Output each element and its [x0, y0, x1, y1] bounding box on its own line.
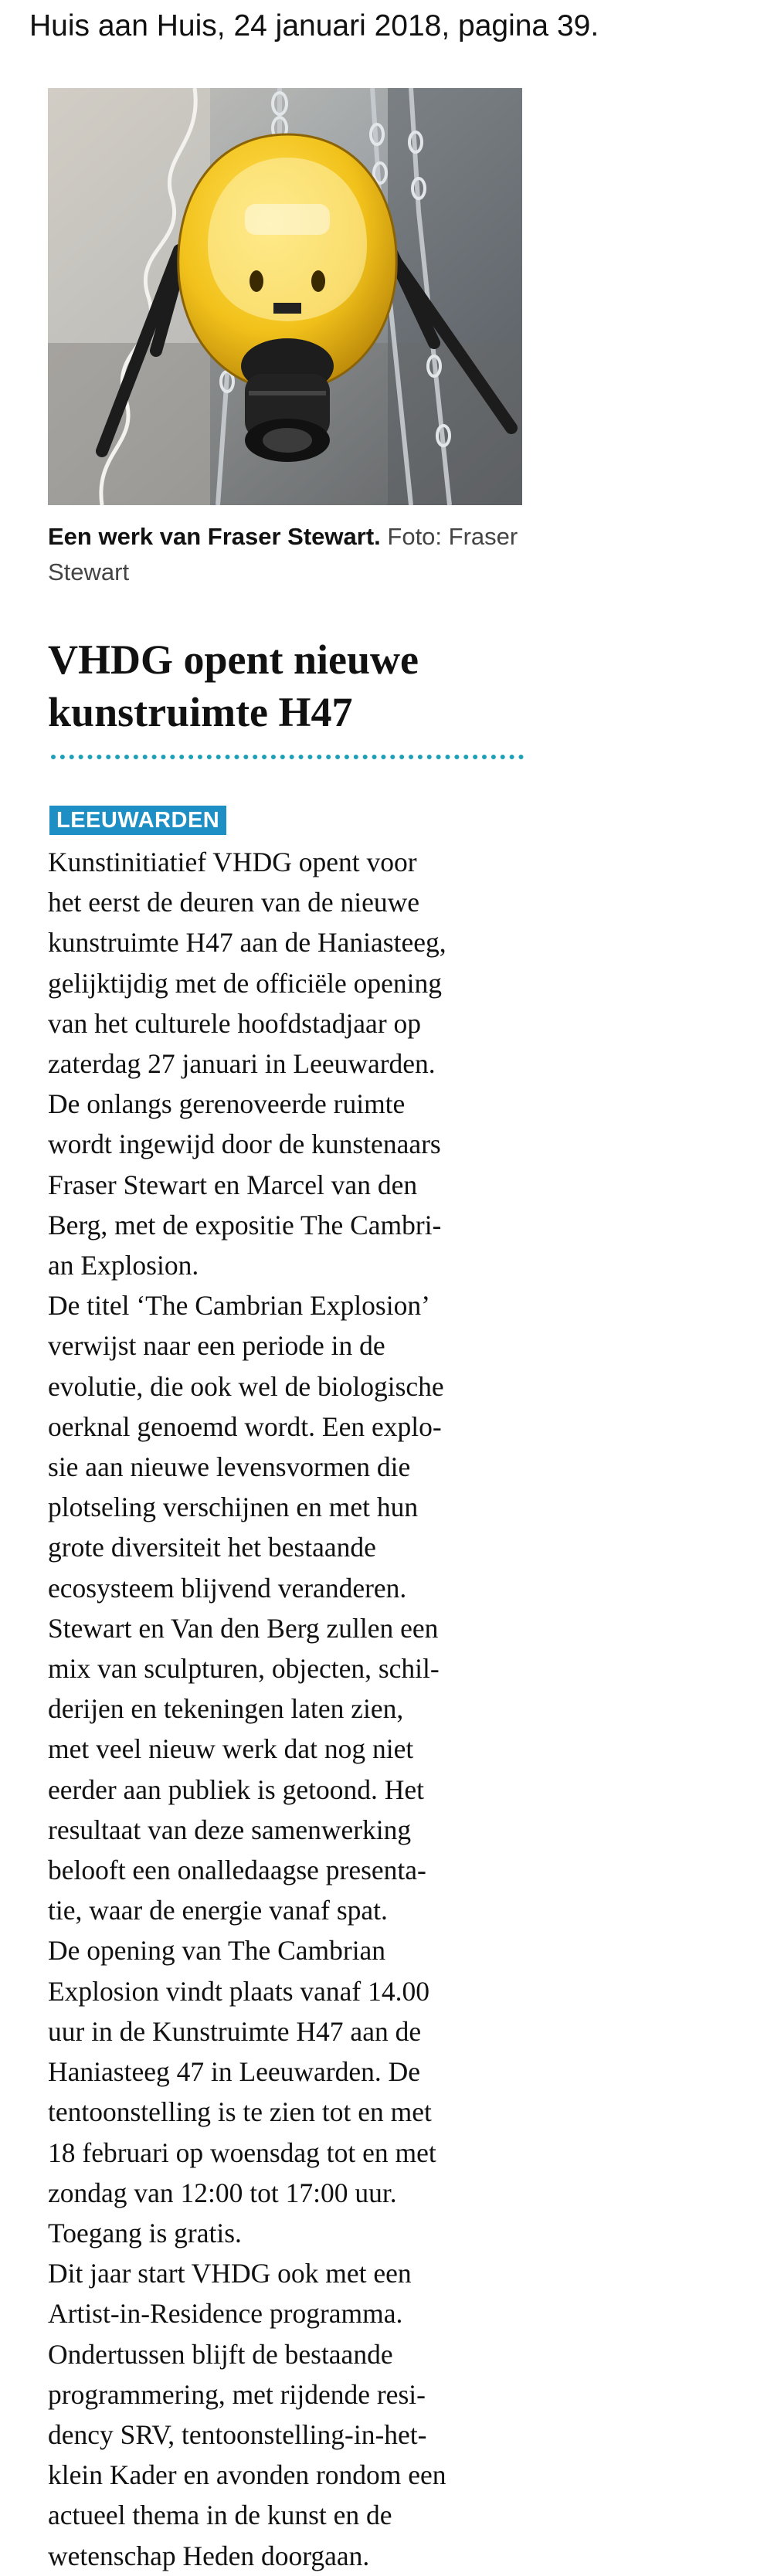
body-line: van het culturele hoofdstadjaar op: [48, 1007, 422, 1039]
article-body: [48, 842, 550, 2576]
body-line: 18 februari op woensdag tot en met: [48, 2136, 436, 2168]
body-line: De opening van The Cambrian: [48, 1935, 386, 1967]
body-line: kunstruimte H47 aan de Haniasteeg,: [48, 927, 446, 959]
body-line: met veel nieuw werk dat nog niet: [48, 1733, 414, 1765]
body-line: Stewart en Van den Berg zullen een: [48, 1612, 439, 1644]
body-line: Fraser Stewart en Marcel van den: [48, 1169, 418, 1200]
body-line: Dit jaar start VHDG ook met een: [48, 2258, 412, 2289]
body-line: mix van sculpturen, objecten, schil-: [48, 1653, 440, 1685]
body-line: actueel thema in de kunst en de: [48, 2500, 392, 2531]
body-line: zondag van 12:00 tot 17:00 uur.: [48, 2177, 397, 2208]
body-line: Ondertussen blijft de bestaande: [48, 2338, 393, 2370]
article-photo: [48, 88, 522, 505]
body-line: oerknal genoemd wordt. Een explo-: [48, 1410, 442, 1442]
body-line: resultaat van deze samenwerking: [48, 1814, 412, 1845]
body-line: ecosysteem blijvend veranderen.: [48, 1572, 407, 1604]
body-line: Explosion vindt plaats vanaf 14.00: [48, 1975, 429, 2007]
body-line: tie, waar de energie vanaf spat.: [48, 1895, 388, 1926]
body-line: Haniasteeg 47 in Leeuwarden. De: [48, 2056, 421, 2088]
gas-mask-sculpture-photo-icon: [48, 88, 522, 505]
caption-bold: Een werk van Fraser Stewart.: [48, 523, 381, 550]
body-line: belooft een onalledaagse presenta-: [48, 1855, 426, 1886]
body-line: klein Kader en avonden rondom een: [48, 2459, 446, 2491]
body-line: tentoonstelling is te zien tot en met: [48, 2096, 432, 2128]
body-line: derijen en tekeningen laten zien,: [48, 1693, 404, 1725]
body-line: De onlangs gerenoveerde ruimte: [48, 1088, 406, 1120]
body-line: uur in de Kunstruimte H47 aan de: [48, 2015, 422, 2047]
location-kicker: LEEUWARDEN: [49, 806, 226, 835]
body-line: De titel ‘The Cambrian Explosion’: [48, 1290, 430, 1322]
body-line: an Explosion.: [48, 1250, 199, 1281]
body-line: Berg, met de expositie The Cambri-: [48, 1209, 442, 1240]
photo-caption: [48, 519, 542, 590]
article-headline: [48, 633, 542, 738]
body-line: Artist-in-Residence programma.: [48, 2298, 403, 2330]
body-line: eerder aan publiek is getoond. Het: [48, 1773, 424, 1805]
headline-line-2: kunstruimte H47: [48, 689, 353, 735]
dotted-divider: [51, 755, 524, 759]
body-line: programmering, met rijdende resi-: [48, 2378, 426, 2410]
body-line: dency SRV, tentoonstelling-in-het-: [48, 2418, 427, 2450]
body-line: zaterdag 27 januari in Leeuwarden.: [48, 1048, 436, 1080]
body-line: evolutie, die ook wel de biologische: [48, 1370, 444, 1402]
body-line: plotseling verschijnen en met hun: [48, 1492, 419, 1523]
body-line: gelijktijdig met de officiële opening: [48, 967, 443, 999]
body-line: Toegang is gratis.: [48, 2217, 242, 2248]
source-line: Huis aan Huis, 24 januari 2018, pagina 39.: [29, 9, 599, 42]
body-line: sie aan nieuwe levensvormen die: [48, 1451, 411, 1483]
body-line: wordt ingewijd door de kunstenaars: [48, 1128, 441, 1160]
caption-credit-continued: Stewart: [48, 558, 130, 585]
body-line: wetenschap Heden doorgaan.: [48, 2540, 370, 2571]
headline-line-1: VHDG opent nieuwe: [48, 636, 419, 683]
body-line: verwijst naar een periode in de: [48, 1330, 385, 1362]
body-line: Kunstinitiatief VHDG opent voor: [48, 847, 417, 877]
caption-credit: Foto: Fraser: [387, 523, 518, 550]
body-line: grote diversiteit het bestaande: [48, 1532, 376, 1563]
body-line: het eerst de deuren van de nieuwe: [48, 887, 420, 918]
